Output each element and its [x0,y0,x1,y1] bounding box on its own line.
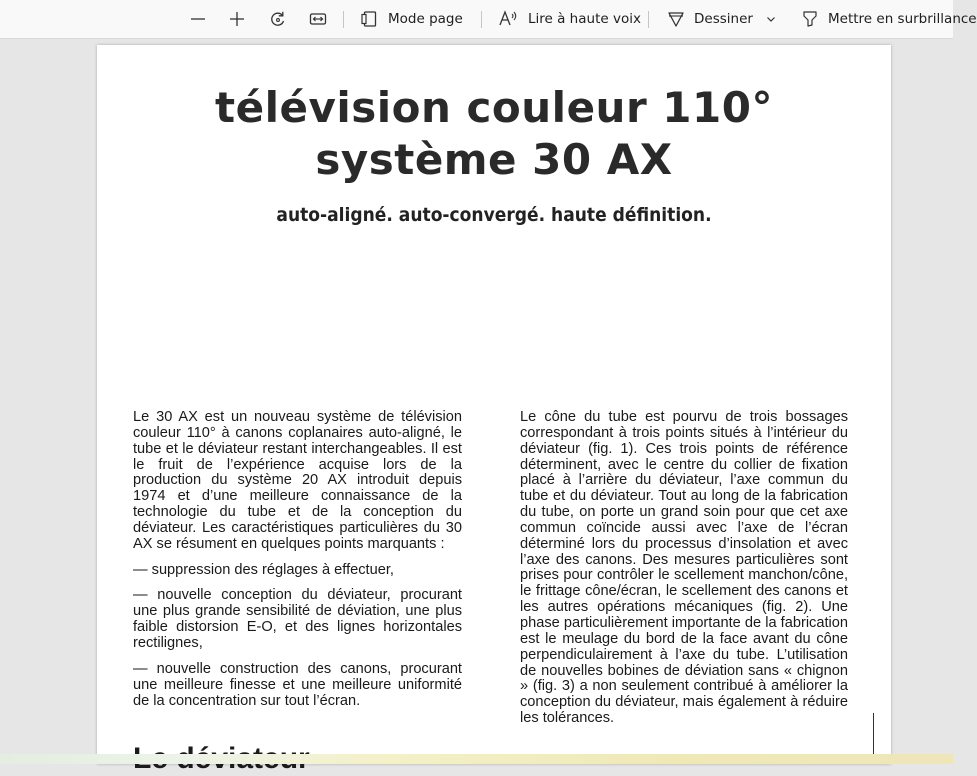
draw-options-dropdown[interactable] [764,4,778,34]
page-mode-label: Mode page [388,11,463,27]
bullet-item: — nouvelle construction des canons, procurant une meilleure finesse et une meilleure uniformité de la concentration sur tout l’écran. [133,660,462,709]
fit-width-icon [308,9,328,29]
read-aloud-icon [498,9,520,29]
draw-button[interactable] [666,4,753,34]
rotate-icon [268,9,288,29]
next-page-edge [0,754,953,764]
fit-width-button[interactable] [308,4,328,34]
pdf-toolbar [0,0,977,39]
document-subtitle: auto-aligné. auto-convergé. haute définition. [276,204,712,226]
document-title-line2: système 30 AX [315,135,673,184]
body-paragraph: Le cône du tube est pourvu de trois bossages correspondant à trois points situés à l’intérieur du déviateur (fig. 1). Ces trois points de référence déterminent, avec le centre du collier de fixation placé à l’arrière du déviateur, l’axe commun du tube et du déviateur. Tout au long de la fabrication du tube, on porte un grand soin pour que cet axe commun coïncide aussi avec l’axe de l’écran déterminé lors du processus d’insolation et avec l’axe des canons. Des mesures particulières sont prises pour contrôler le scellement manchon/cône, le frittage cône/écran, le scellement des canons et les autres opérations mécaniques (fig. 2). Une phase particulièrement importante de la fabrication est le meulage du bord de la face avant du cône perpendiculairement à l’axe du tube. L’utilisation de nouvelles bobines de déviation sans « chignon » (fig. 3) a non seulement contribué à améliorer la conception du déviateur, mais également à réduire les tolérances. [520,409,848,727]
document-title-line1: télévision couleur 110° [215,83,773,132]
highlighter-icon [800,9,820,29]
pdf-page [97,45,891,764]
bullet-item: — suppression des réglages à effectuer, [133,561,394,578]
right-text-column [520,410,848,727]
rotate-button[interactable] [268,4,288,34]
zoom-out-button[interactable] [188,4,208,34]
highlight-button[interactable] [800,4,977,34]
intro-paragraph: Le 30 AX est un nouveau système de télévision couleur 110° à canons coplanaires auto-aligné, le tube et le déviateur restant interchangeables. Il est le fruit de l’expérience acquise lors de la production du système 20 AX introduit depuis 1974 et d’une meilleure connaissance de la technologie du tube et de la conception du déviateur. Les caractéristiques particulières du 30 AX se résument en quelques points marquants : [133,409,462,552]
draw-label: Dessiner [694,11,753,27]
zoom-in-button[interactable] [227,4,247,34]
plus-icon [227,9,247,29]
left-text-column [133,410,462,709]
draw-icon [666,9,686,29]
bullet-item: — nouvelle conception du déviateur, procurant une plus grande sensibilité de déviation, une plus faible distorsion E-O, et des lignes horizontales rectilignes, [133,587,462,651]
page-mode-button[interactable] [360,4,463,34]
minus-icon [188,9,208,29]
scan-artifact [873,713,874,758]
chevron-down-icon [764,12,778,26]
read-aloud-label: Lire à haute voix [528,11,641,27]
toolbar-divider [648,11,649,28]
toolbar-divider [343,11,344,28]
toolbar-divider [481,11,482,28]
page-mode-icon [360,9,380,29]
highlight-label: Mettre en surbrillance [828,11,977,27]
read-aloud-button[interactable] [498,4,641,34]
